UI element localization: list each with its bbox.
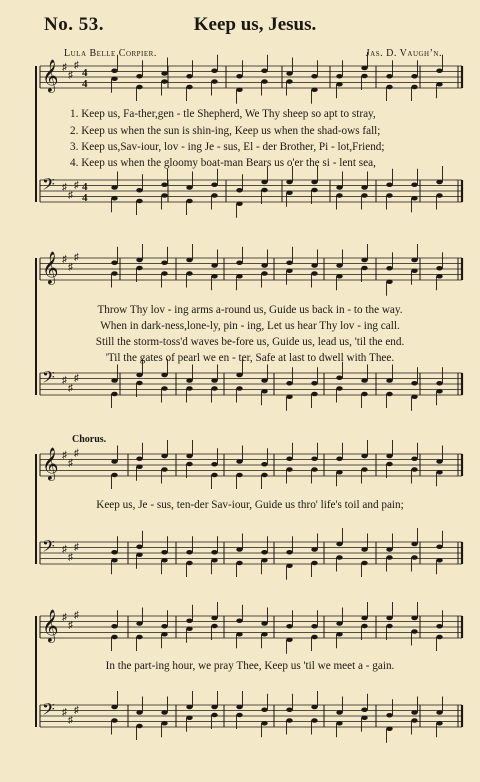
note-head: [136, 464, 142, 469]
note-head: [161, 721, 167, 726]
note-head: [386, 547, 392, 552]
note-head: [286, 563, 292, 568]
note-head: [111, 260, 117, 265]
note-head: [211, 68, 217, 73]
note-head: [136, 85, 142, 90]
note-head: [211, 616, 217, 621]
note-head: [286, 718, 292, 723]
note-head: [361, 454, 367, 459]
note-head: [161, 624, 167, 629]
note-head: [186, 386, 192, 391]
sharp-icon: ♯: [68, 190, 73, 201]
note-head: [236, 547, 242, 552]
note-head: [261, 621, 267, 626]
note-head: [186, 199, 192, 204]
note-head: [236, 188, 242, 193]
composer-credit: Jas. D. Vaugh’n.: [365, 48, 442, 59]
hymn-number: No. 53.: [44, 14, 104, 35]
note-head: [386, 726, 392, 731]
note-head: [161, 467, 167, 472]
note-head: [336, 274, 342, 279]
note-head: [411, 467, 417, 472]
note-head: [161, 632, 167, 637]
note-head: [311, 718, 317, 723]
note-head: [311, 74, 317, 79]
note-head: [436, 721, 442, 726]
note-head: [136, 635, 142, 640]
treble-clef-icon: 𝄞: [42, 447, 59, 480]
sharp-icon: ♯: [74, 252, 79, 263]
bass-clef-icon: 𝄢: [42, 699, 55, 723]
note-head: [411, 74, 417, 79]
note-head: [111, 718, 117, 723]
note-head: [336, 185, 342, 190]
note-head: [286, 381, 292, 386]
time-signature: 4: [82, 192, 88, 204]
note-head: [186, 85, 192, 90]
hymn-title: Keep us, Jesus.: [193, 14, 317, 35]
note-head: [386, 462, 392, 467]
note-head: [361, 258, 367, 263]
note-head: [286, 456, 292, 461]
sharp-icon: ♯: [62, 375, 67, 386]
note-head: [436, 193, 442, 198]
note-head: [236, 561, 242, 566]
sharp-icon: ♯: [68, 262, 73, 273]
note-head: [261, 550, 267, 555]
note-head: [211, 713, 217, 718]
note-head: [161, 71, 167, 76]
note-head: [111, 392, 117, 397]
sharp-icon: ♯: [62, 612, 67, 623]
note-head: [161, 710, 167, 715]
note-head: [386, 378, 392, 383]
note-head: [236, 201, 242, 206]
note-head: [136, 621, 142, 626]
note-head: [311, 456, 317, 461]
sharp-icon: ♯: [74, 448, 79, 459]
note-head: [286, 260, 292, 265]
note-head: [436, 470, 442, 475]
note-head: [386, 182, 392, 187]
note-head: [186, 258, 192, 263]
note-head: [236, 386, 242, 391]
note-head: [161, 373, 167, 378]
note-head: [211, 274, 217, 279]
note-head: [311, 188, 317, 193]
note-head: [236, 632, 242, 637]
note-head: [186, 550, 192, 555]
note-head: [111, 378, 117, 383]
note-head: [311, 624, 317, 629]
note-head: [261, 558, 267, 563]
chorus-lyric-2: In the part-ing hour, we pray Thee, Keep us 'til we meet a - gain.: [105, 660, 395, 672]
note-head: [436, 82, 442, 87]
note-head: [261, 79, 267, 84]
note-head: [111, 705, 117, 710]
sharp-icon: ♯: [74, 180, 79, 191]
sharp-icon: ♯: [62, 707, 67, 718]
note-head: [436, 558, 442, 563]
note-head: [436, 381, 442, 386]
note-head: [161, 386, 167, 391]
note-head: [161, 182, 167, 187]
note-head: [411, 629, 417, 634]
note-head: [111, 68, 117, 73]
note-head: [186, 618, 192, 623]
verse-2-line-b: When in dark-ness,lone-ly, pin - ing, Let us hear Thy lov - ing call.: [100, 320, 400, 332]
note-head: [336, 74, 342, 79]
note-head: [386, 193, 392, 198]
note-head: [411, 268, 417, 273]
note-head: [211, 79, 217, 84]
note-head: [236, 459, 242, 464]
note-head: [336, 263, 342, 268]
sharp-icon: ♯: [68, 620, 73, 631]
note-head: [286, 467, 292, 472]
note-head: [261, 389, 267, 394]
note-head: [386, 616, 392, 621]
note-head: [261, 378, 267, 383]
treble-clef-icon: 𝄞: [42, 609, 59, 642]
note-head: [211, 386, 217, 391]
note-head: [411, 616, 417, 621]
note-head: [361, 392, 367, 397]
note-head: [161, 454, 167, 459]
note-head: [186, 715, 192, 720]
note-head: [411, 542, 417, 547]
verse-3-line-a: 3. Keep us,Sav-iour, lov - ing Je - sus, El - der Brother, Pi - lot,Friend;: [70, 141, 385, 153]
sharp-icon: ♯: [68, 458, 73, 469]
note-head: [136, 381, 142, 386]
note-head: [286, 394, 292, 399]
note-head: [236, 260, 242, 265]
note-head: [211, 378, 217, 383]
note-head: [211, 558, 217, 563]
note-head: [286, 190, 292, 195]
note-head: [111, 196, 117, 201]
note-head: [336, 386, 342, 391]
note-head: [361, 378, 367, 383]
note-head: [261, 462, 267, 467]
note-head: [111, 76, 117, 81]
verse-4-line-b: 'Til the gates of pearl we en - ter, Safe at last to dwell with Thee.: [105, 352, 395, 364]
note-head: [286, 624, 292, 629]
note-head: [361, 561, 367, 566]
note-head: [161, 271, 167, 276]
note-head: [111, 459, 117, 464]
time-signature: 4: [82, 78, 88, 90]
note-head: [286, 637, 292, 642]
note-head: [161, 260, 167, 265]
note-head: [411, 394, 417, 399]
note-head: [211, 182, 217, 187]
sharp-icon: ♯: [62, 450, 67, 461]
note-head: [236, 74, 242, 79]
note-head: [411, 182, 417, 187]
sharp-icon: ♯: [62, 544, 67, 555]
note-head: [311, 381, 317, 386]
note-head: [186, 705, 192, 710]
note-head: [336, 721, 342, 726]
note-head: [386, 624, 392, 629]
note-head: [336, 82, 342, 87]
note-head: [286, 180, 292, 185]
note-head: [236, 373, 242, 378]
verse-4-line-a: 4. Keep us when the gloomy boat-man Bears us o'er the si - lent sea,: [70, 157, 376, 169]
note-head: [161, 550, 167, 555]
note-head: [286, 79, 292, 84]
note-head: [411, 196, 417, 201]
note-head: [336, 375, 342, 380]
note-head: [136, 266, 142, 271]
note-head: [411, 456, 417, 461]
note-head: [261, 707, 267, 712]
note-head: [261, 632, 267, 637]
bass-clef-icon: 𝄢: [42, 174, 55, 198]
note-head: [211, 462, 217, 467]
note-head: [136, 710, 142, 715]
note-head: [161, 193, 167, 198]
note-head: [361, 467, 367, 472]
note-head: [286, 550, 292, 555]
note-head: [311, 392, 317, 397]
bass-clef-icon: 𝄢: [42, 536, 55, 560]
note-head: [186, 626, 192, 631]
sharp-icon: ♯: [68, 715, 73, 726]
note-head: [286, 707, 292, 712]
sharp-icon: ♯: [62, 62, 67, 73]
note-head: [236, 473, 242, 478]
note-head: [186, 74, 192, 79]
note-head: [186, 271, 192, 276]
note-head: [411, 381, 417, 386]
note-head: [161, 558, 167, 563]
note-head: [311, 547, 317, 552]
note-head: [361, 193, 367, 198]
note-head: [286, 71, 292, 76]
note-head: [311, 635, 317, 640]
bass-clef-icon: 𝄢: [42, 367, 55, 391]
sharp-icon: ♯: [74, 373, 79, 384]
note-head: [386, 279, 392, 284]
note-head: [386, 74, 392, 79]
note-head: [311, 87, 317, 92]
note-head: [136, 74, 142, 79]
note-head: [386, 85, 392, 90]
sharp-icon: ♯: [74, 610, 79, 621]
note-head: [411, 710, 417, 715]
note-head: [236, 618, 242, 623]
note-head: [361, 715, 367, 720]
note-head: [436, 274, 442, 279]
note-head: [261, 68, 267, 73]
lyricist-credit: Lula Belle Corpier.: [64, 48, 157, 59]
note-head: [361, 707, 367, 712]
note-head: [311, 561, 317, 566]
note-head: [436, 389, 442, 394]
note-head: [236, 87, 242, 92]
note-head: [411, 258, 417, 263]
note-head: [136, 724, 142, 729]
note-head: [211, 193, 217, 198]
note-head: [261, 180, 267, 185]
note-head: [111, 635, 117, 640]
note-head: [386, 713, 392, 718]
note-head: [336, 456, 342, 461]
note-head: [111, 473, 117, 478]
note-head: [311, 467, 317, 472]
note-head: [186, 185, 192, 190]
note-head: [136, 456, 142, 461]
note-head: [386, 392, 392, 397]
sharp-icon: ♯: [62, 182, 67, 193]
note-head: [311, 263, 317, 268]
verse-2-line-a: 2. Keep us when the sun is shin-ing, Keep us when the shad-ows fall;: [70, 125, 381, 137]
note-head: [261, 271, 267, 276]
note-head: [336, 193, 342, 198]
note-head: [136, 544, 142, 549]
note-head: [436, 624, 442, 629]
note-head: [111, 624, 117, 629]
note-head: [111, 550, 117, 555]
note-head: [386, 454, 392, 459]
sharp-icon: ♯: [62, 254, 67, 265]
note-head: [111, 185, 117, 190]
note-head: [311, 180, 317, 185]
note-head: [111, 271, 117, 276]
sharp-icon: ♯: [74, 705, 79, 716]
note-head: [361, 266, 367, 271]
note-head: [261, 188, 267, 193]
sharp-icon: ♯: [68, 552, 73, 563]
note-head: [261, 721, 267, 726]
note-head: [186, 462, 192, 467]
note-head: [211, 263, 217, 268]
note-head: [361, 616, 367, 621]
sharp-icon: ♯: [68, 70, 73, 81]
note-head: [136, 258, 142, 263]
chorus-lyric-1: Keep us, Je - sus, ten-der Sav-iour, Guide us thro' life's toil and pain;: [96, 499, 404, 511]
note-head: [261, 263, 267, 268]
note-head: [386, 266, 392, 271]
note-head: [336, 542, 342, 547]
note-head: [161, 79, 167, 84]
note-head: [311, 271, 317, 276]
note-head: [336, 710, 342, 715]
note-head: [186, 561, 192, 566]
note-head: [211, 624, 217, 629]
note-head: [136, 552, 142, 557]
note-head: [361, 66, 367, 71]
verse-3-line-b: Still the storm-toss'd waves be-fore us, Guide us, lead us, 'til the end.: [95, 336, 405, 348]
sharp-icon: ♯: [74, 60, 79, 71]
sharp-icon: ♯: [74, 542, 79, 553]
note-head: [336, 555, 342, 560]
note-head: [411, 718, 417, 723]
note-head: [436, 180, 442, 185]
chorus-label: Chorus.: [72, 434, 107, 445]
note-head: [211, 473, 217, 478]
note-head: [436, 459, 442, 464]
note-head: [136, 188, 142, 193]
note-head: [436, 635, 442, 640]
note-head: [211, 705, 217, 710]
verse-1-line-a: 1. Keep us, Fa-ther,gen - tle Shepherd, We Thy sheep so apt to stray,: [70, 108, 376, 120]
note-head: [336, 470, 342, 475]
time-signature: 4: [82, 181, 88, 193]
sharp-icon: ♯: [68, 383, 73, 394]
note-head: [361, 547, 367, 552]
note-head: [261, 473, 267, 478]
note-head: [236, 713, 242, 718]
note-head: [386, 555, 392, 560]
note-head: [136, 199, 142, 204]
note-head: [186, 454, 192, 459]
note-head: [186, 378, 192, 383]
note-head: [211, 550, 217, 555]
note-head: [136, 373, 142, 378]
note-head: [286, 268, 292, 273]
time-signature: 4: [82, 67, 88, 79]
note-head: [361, 624, 367, 629]
note-head: [361, 74, 367, 79]
note-head: [436, 266, 442, 271]
note-head: [111, 558, 117, 563]
note-head: [236, 274, 242, 279]
note-head: [436, 68, 442, 73]
note-head: [311, 705, 317, 710]
note-head: [436, 544, 442, 549]
note-head: [361, 185, 367, 190]
note-head: [236, 705, 242, 710]
note-head: [436, 710, 442, 715]
note-head: [411, 555, 417, 560]
treble-clef-icon: 𝄞: [42, 59, 59, 92]
verse-1-line-b: Throw Thy lov - ing arms a-round us, Guide us back in - to the way.: [97, 304, 403, 316]
note-head: [336, 621, 342, 626]
note-head: [411, 85, 417, 90]
note-head: [336, 632, 342, 637]
treble-clef-icon: 𝄞: [42, 251, 59, 284]
